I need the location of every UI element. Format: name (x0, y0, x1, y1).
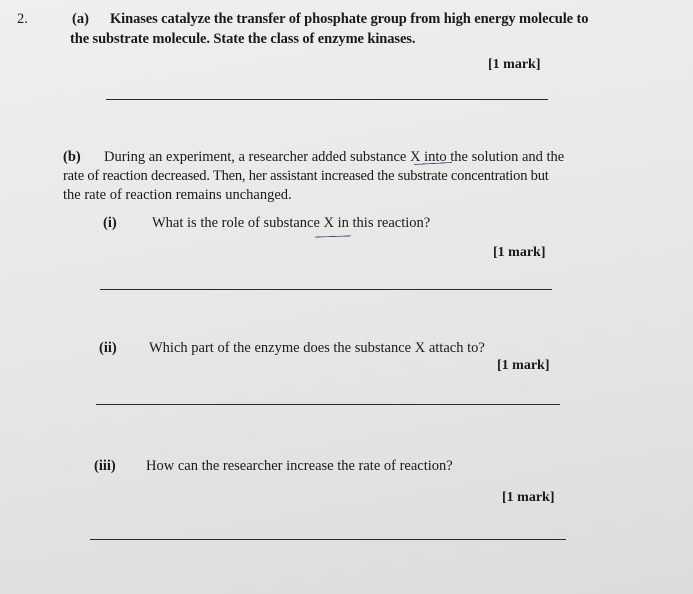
part-a-text-line2: the substrate molecule. State the class of enzyme kinases. (70, 31, 416, 47)
sub-i-marks: [1 mark] (493, 245, 546, 260)
sub-i-label: (i) (103, 215, 117, 231)
part-a-marks: [1 mark] (488, 57, 541, 72)
sub-ii-marks: [1 mark] (497, 358, 550, 373)
part-b-text-line1: During an experiment, a researcher added substance X into the solution and the (104, 149, 565, 165)
sub-ii-label: (ii) (99, 340, 117, 356)
sub-iii-answer-line[interactable] (90, 539, 566, 540)
sub-iii-text: How can the researcher increase the rate of reaction? (146, 458, 453, 474)
question-number: 2. (17, 11, 28, 27)
part-b-label: (b) (63, 149, 81, 165)
sub-iii-label: (iii) (94, 458, 116, 474)
sub-ii-answer-line[interactable] (96, 404, 560, 405)
sub-i-text: What is the role of substance X in this reaction? (152, 215, 431, 231)
sub-iii-marks: [1 mark] (502, 490, 555, 505)
pen-underline-mark (315, 235, 351, 237)
sub-i-answer-line[interactable] (100, 289, 552, 290)
part-a-text-line1: Kinases catalyze the transfer of phosphate group from high energy molecule to (110, 11, 589, 27)
part-a-label: (a) (72, 11, 89, 27)
sub-ii-text: Which part of the enzyme does the substance X attach to? (149, 340, 485, 356)
part-a-answer-line[interactable] (106, 99, 548, 100)
part-b-text-line2: rate of reaction decreased. Then, her assistant increased the substrate concentration but (63, 168, 549, 184)
part-b-text-line3: the rate of reaction remains unchanged. (63, 187, 292, 203)
